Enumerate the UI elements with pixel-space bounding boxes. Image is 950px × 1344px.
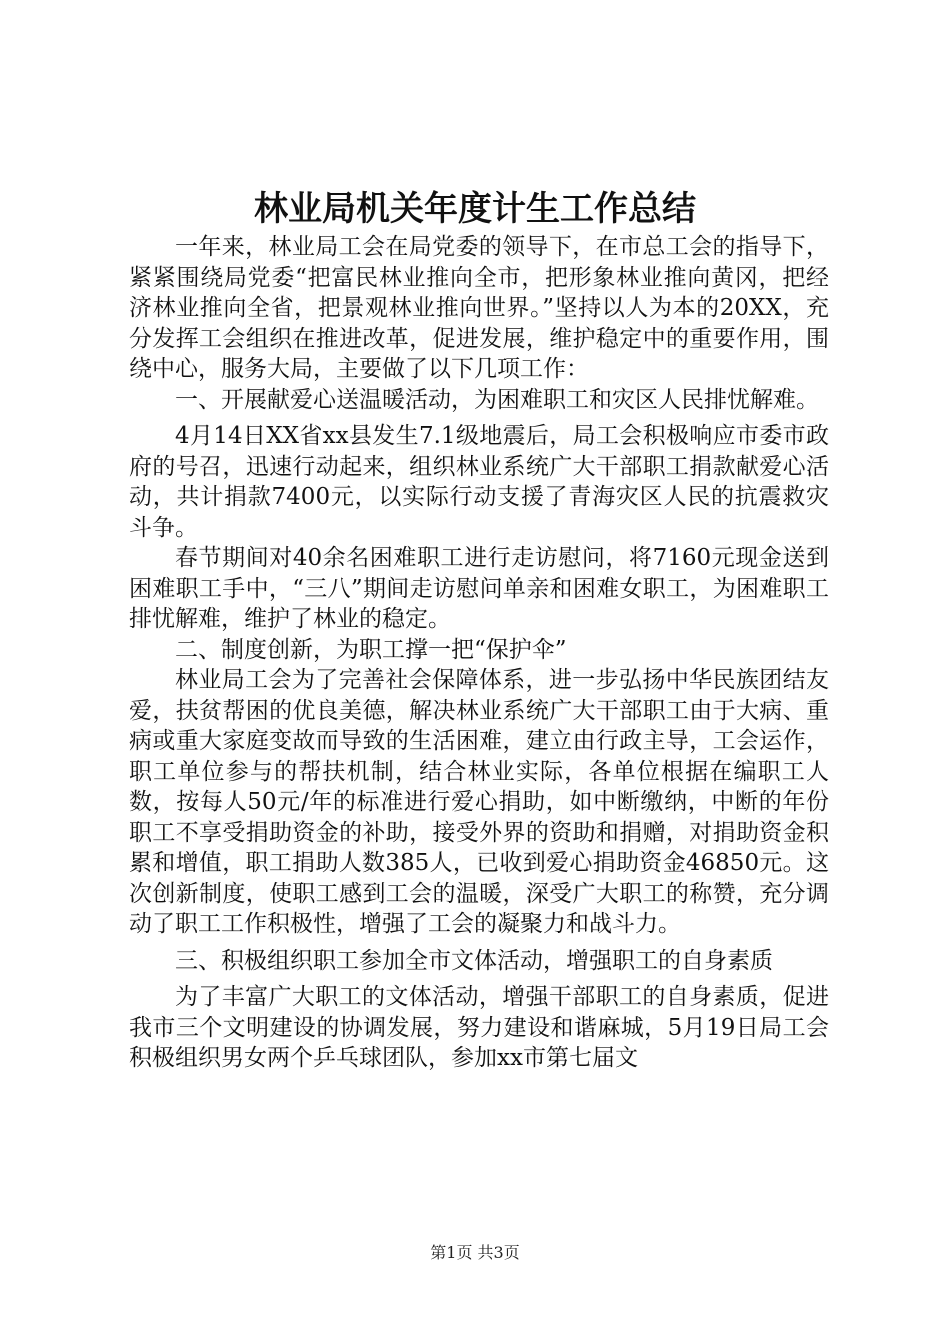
section-heading-2: 二、制度创新，为职工撑一把“保护伞” [175,636,567,663]
paragraph-spring-festival-visits: 春节期间对40余名困难职工进行走访慰问，将7160元现金送到困难职工手中，“三八”期间走访慰问单亲和困难女职工，为困难职工排忧解难，维护了林业的稳定。 [129,545,829,632]
section-heading-3: 三、积极组织职工参加全市文体活动，增强职工的自身素质 [175,947,773,974]
document-title: 林业局机关年度计生工作总结 [254,189,696,229]
paragraph-cultural-activities: 为了丰富广大职工的文体活动，增强干部职工的自身素质，促进我市三个文明建设的协调发展，努力建设和谐麻城，5月19日局工会积极组织男女两个乒乓球团队，参加xx市第七届文 [129,984,829,1071]
document-body [129,232,829,1074]
page-number: 第1页 共3页 [430,1243,520,1262]
section-heading-1: 一、开展献爱心送温暖活动，为困难职工和灾区人民排忧解难。 [175,386,819,413]
paragraph-earthquake-donation: 4月14日XX省xx县发生7.1级地震后，局工会积极响应市委市政府的号召，迅速行动起来，组织林业系统广大干部职工捐款献爱心活动，共计捐款7400元，以实际行动支援了青海灾区人民的抗震救灾斗争。 [129,423,829,541]
paragraph-intro: 一年来，林业局工会在局党委的领导下，在市总工会的指导下，紧紧围绕局党委“把富民林业推向全市，把形象林业推向黄冈，把经济林业推向全省，把景观林业推向世界。”坚持以人为本的20XX，充分发挥工会组织在推进改革，促进发展，维护稳定中的重要作用，围绕中心，服务大局，主要做了以下几项工作： [129,234,829,382]
paragraph-institution-innovation: 林业局工会为了完善社会保障体系，进一步弘扬中华民族团结友爱，扶贫帮困的优良美德，解决林业系统广大干部职工由于大病、重病或重大家庭变故而导致的生活困难，建立由行政主导，工会运作，职工单位参与的帮扶机制，结合林业实际，各单位根据在编职工人数，按每人50元/年的标准进行爱心捐助，如中断缴纳，中断的年份职工不享受捐助资金的补助，接受外界的资助和捐赠，对捐助资金积累和增值，职工捐助人数385人，已收到爱心捐助资金46850元。这次创新制度，使职工感到工会的温暖，深受广大职工的称赞，充分调动了职工工作积极性，增强了工会的凝聚力和战斗力。 [129,667,829,937]
